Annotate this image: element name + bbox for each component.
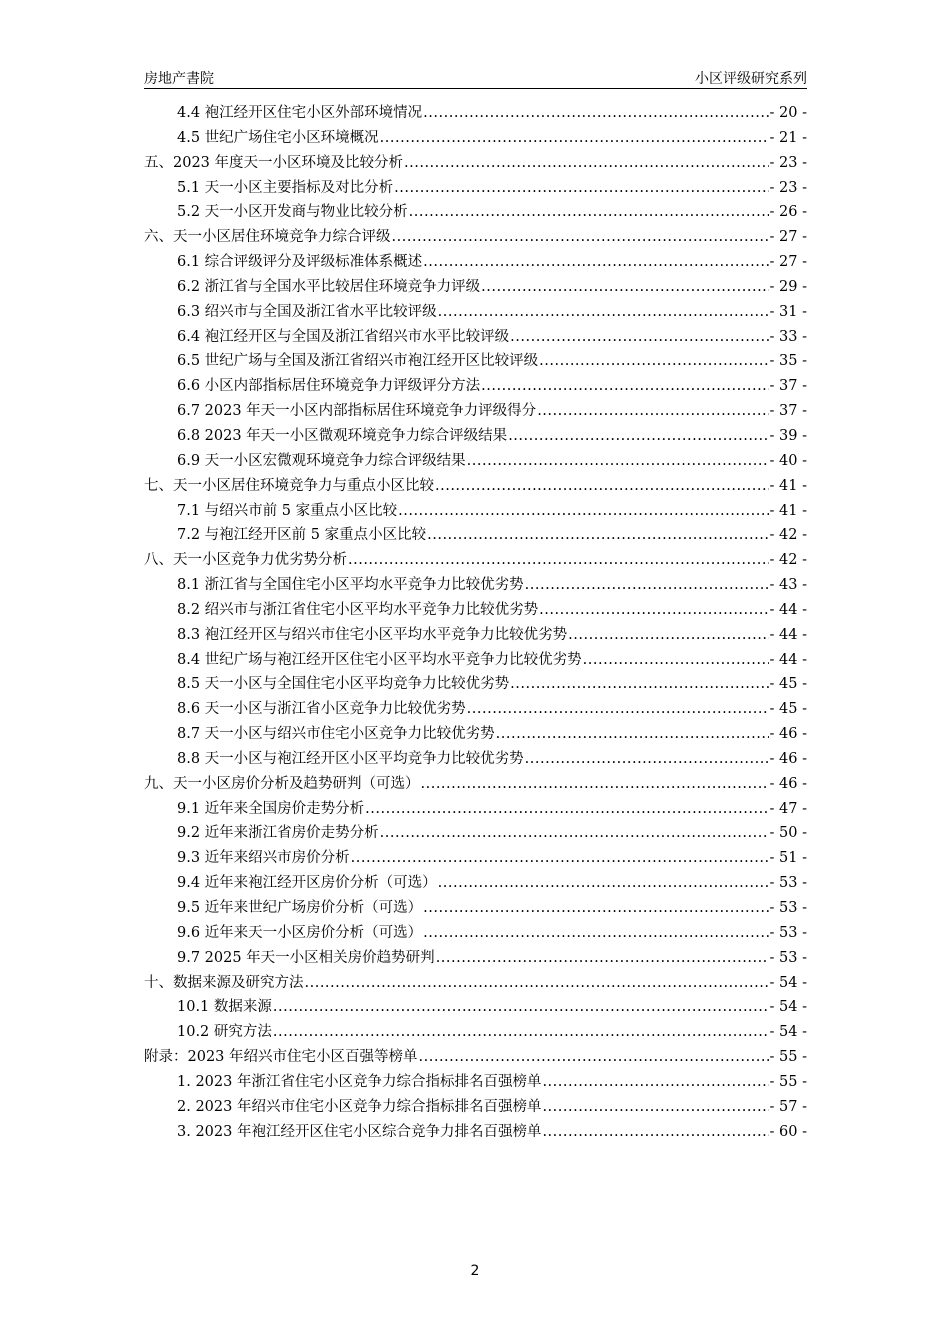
toc-entry-title: 8.4 世纪广场与袍江经开区住宅小区平均水平竞争力比较优劣势 — [177, 651, 582, 668]
toc-section-entry[interactable] — [144, 672, 807, 697]
toc-entry-page: - 53 - — [769, 924, 807, 941]
toc-section-entry[interactable] — [144, 1120, 807, 1145]
toc-entry-title: 9.4 近年来袍江经开区房价分析（可选） — [177, 875, 437, 892]
toc-entry-title: 9.6 近年来天一小区房价分析（可选） — [177, 924, 423, 941]
toc-section-entry[interactable] — [144, 846, 807, 871]
toc-entry-title: 6.6 小区内部指标居住环境竞争力评级评分方法 — [177, 378, 481, 395]
toc-section-entry[interactable] — [144, 200, 807, 225]
toc-dot-leader — [398, 499, 768, 524]
toc-section-entry[interactable] — [144, 722, 807, 747]
toc-section-entry[interactable] — [144, 523, 807, 548]
toc-entry-title: 8.8 天一小区与袍江经开区小区平均竞争力比较优劣势 — [177, 750, 524, 767]
toc-section-entry[interactable] — [144, 648, 807, 673]
toc-section-entry[interactable] — [144, 325, 807, 350]
toc-dot-leader — [423, 896, 768, 921]
toc-dot-leader — [525, 747, 769, 772]
toc-dot-leader — [380, 126, 769, 151]
toc-entry-page: - 45 - — [769, 676, 807, 693]
toc-section-entry[interactable] — [144, 946, 807, 971]
toc-entry-page: - 39 - — [769, 427, 807, 444]
toc-entry-page: - 41 - — [769, 502, 807, 519]
page-number: 2 — [470, 1263, 480, 1279]
toc-entry-title: 8.7 天一小区与绍兴市住宅小区竞争力比较优劣势 — [177, 726, 495, 743]
toc-dot-leader — [525, 573, 769, 598]
toc-entry-page: - 55 - — [769, 1073, 807, 1090]
toc-section-entry[interactable] — [144, 275, 807, 300]
header-series-title: 小区评级研究系列 — [695, 71, 807, 87]
toc-entry-page: - 41 - — [769, 477, 807, 494]
toc-section-entry[interactable] — [144, 573, 807, 598]
toc-dot-leader — [380, 821, 769, 846]
toc-entry-page: - 54 - — [769, 999, 807, 1016]
toc-dot-leader — [539, 598, 768, 623]
toc-dot-leader — [542, 1095, 768, 1120]
table-of-contents — [144, 101, 807, 1144]
toc-entry-title: 4.4 袍江经开区住宅小区外部环境情况 — [177, 105, 423, 121]
toc-entry-page: - 50 - — [769, 825, 807, 842]
toc-dot-leader — [467, 697, 769, 722]
toc-entry-title: 9.2 近年来浙江省房价走势分析 — [177, 825, 379, 842]
toc-chapter-entry[interactable] — [144, 1045, 807, 1070]
toc-entry-page: - 53 - — [769, 900, 807, 916]
toc-dot-leader — [273, 995, 769, 1020]
toc-section-entry[interactable] — [144, 871, 807, 896]
toc-dot-leader — [419, 1045, 769, 1070]
toc-entry-title: 九、天一小区房价分析及趋势研判（可选） — [144, 775, 420, 792]
toc-section-entry[interactable] — [144, 424, 807, 449]
toc-entry-title: 9.5 近年来世纪广场房价分析（可选） — [177, 900, 423, 916]
toc-dot-leader — [273, 1020, 769, 1045]
toc-section-entry[interactable] — [144, 747, 807, 772]
toc-entry-page: - 46 - — [769, 775, 807, 792]
toc-dot-leader — [365, 797, 768, 822]
toc-entry-page: - 26 - — [769, 204, 807, 221]
toc-entry-page: - 42 - — [769, 552, 807, 569]
toc-section-entry[interactable] — [144, 797, 807, 822]
toc-entry-page: - 43 - — [769, 577, 807, 594]
toc-entry-page: - 35 - — [769, 353, 807, 370]
toc-section-entry[interactable] — [144, 623, 807, 648]
toc-dot-leader — [481, 275, 768, 300]
toc-dot-leader — [423, 250, 768, 275]
toc-section-entry[interactable] — [144, 499, 807, 524]
toc-entry-page: - 33 - — [769, 328, 807, 345]
toc-dot-leader — [508, 424, 768, 449]
header-publisher: 房地产書院 — [144, 71, 214, 87]
toc-entry-title: 10.1 数据来源 — [177, 999, 272, 1016]
toc-section-entry[interactable] — [144, 176, 807, 201]
toc-entry-title: 4.5 世纪广场住宅小区环境概况 — [177, 129, 379, 146]
toc-dot-leader — [348, 548, 769, 573]
toc-dot-leader — [496, 722, 769, 747]
toc-entry-page: - 54 - — [769, 974, 807, 991]
toc-entry-page: - 23 - — [769, 179, 807, 196]
toc-entry-title: 7.1 与绍兴市前 5 家重点小区比较 — [177, 502, 398, 519]
toc-section-entry[interactable] — [144, 300, 807, 325]
toc-dot-leader — [423, 101, 768, 126]
toc-entry-title: 6.1 综合评级评分及评级标准体系概述 — [177, 254, 423, 271]
toc-entry-page: - 37 - — [769, 403, 807, 420]
toc-section-entry[interactable] — [144, 349, 807, 374]
toc-entry-page: - 47 - — [769, 800, 807, 817]
toc-entry-title: 八、天一小区竞争力优劣势分析 — [144, 552, 347, 569]
toc-entry-title: 六、天一小区居住环境竞争力综合评级 — [144, 229, 391, 246]
toc-chapter-entry[interactable] — [144, 225, 807, 250]
toc-dot-leader — [542, 1120, 768, 1145]
page-header — [144, 66, 807, 89]
toc-dot-leader — [351, 846, 769, 871]
toc-entry-title: 9.7 2025 年天一小区相关房价趋势研判 — [177, 949, 435, 966]
toc-entry-page: - 54 - — [769, 1024, 807, 1041]
toc-dot-leader — [409, 200, 769, 225]
toc-dot-leader — [510, 325, 768, 350]
toc-section-entry[interactable] — [144, 1070, 807, 1095]
toc-entry-page: - 40 - — [769, 452, 807, 469]
toc-entry-title: 3. 2023 年袍江经开区住宅小区综合竞争力排名百强榜单 — [177, 1123, 542, 1140]
toc-entry-title: 6.2 浙江省与全国水平比较居住环境竞争力评级 — [177, 278, 481, 295]
toc-entry-page: - 29 - — [769, 278, 807, 295]
toc-dot-leader — [438, 871, 769, 896]
toc-entry-title: 8.2 绍兴市与浙江省住宅小区平均水平竞争力比较优劣势 — [177, 601, 539, 618]
toc-chapter-entry[interactable] — [144, 151, 807, 176]
toc-entry-title: 10.2 研究方法 — [177, 1024, 272, 1041]
toc-dot-leader — [467, 449, 769, 474]
toc-section-entry[interactable] — [144, 896, 807, 921]
toc-entry-title: 七、天一小区居住环境竞争力与重点小区比较 — [144, 477, 434, 494]
toc-entry-title: 附录：2023 年绍兴市住宅小区百强等榜单 — [144, 1049, 418, 1066]
toc-section-entry[interactable] — [144, 821, 807, 846]
toc-section-entry[interactable] — [144, 374, 807, 399]
toc-chapter-entry[interactable] — [144, 548, 807, 573]
toc-entry-title: 6.5 世纪广场与全国及浙江省绍兴市袍江经开区比较评级 — [177, 353, 539, 370]
toc-dot-leader — [583, 648, 769, 673]
toc-entry-title: 5.1 天一小区主要指标及对比分析 — [177, 179, 394, 196]
toc-chapter-entry[interactable] — [144, 971, 807, 996]
toc-dot-leader — [435, 474, 769, 499]
toc-chapter-entry[interactable] — [144, 474, 807, 499]
toc-section-entry[interactable] — [144, 101, 807, 126]
toc-entry-page: - 42 - — [769, 527, 807, 544]
toc-entry-page: - 21 - — [769, 129, 807, 146]
toc-entry-page: - 44 - — [769, 626, 807, 643]
toc-chapter-entry[interactable] — [144, 772, 807, 797]
toc-dot-leader — [438, 300, 769, 325]
toc-entry-title: 8.5 天一小区与全国住宅小区平均竞争力比较优劣势 — [177, 676, 510, 693]
toc-entry-page: - 20 - — [769, 105, 807, 121]
toc-entry-title: 5.2 天一小区开发商与物业比较分析 — [177, 204, 408, 221]
toc-entry-page: - 51 - — [769, 850, 807, 867]
toc-entry-title: 6.9 天一小区宏微观环境竞争力综合评级结果 — [177, 452, 466, 469]
toc-dot-leader — [427, 523, 768, 548]
toc-section-entry[interactable] — [144, 921, 807, 946]
toc-dot-leader — [423, 921, 768, 946]
toc-section-entry[interactable] — [144, 697, 807, 722]
toc-entry-page: - 46 - — [769, 750, 807, 767]
toc-entry-page: - 27 - — [769, 254, 807, 271]
toc-entry-title: 1. 2023 年浙江省住宅小区竞争力综合指标排名百强榜单 — [177, 1073, 542, 1090]
toc-dot-leader — [394, 176, 768, 201]
toc-entry-title: 6.8 2023 年天一小区微观环境竞争力综合评级结果 — [177, 427, 508, 444]
toc-entry-title: 9.3 近年来绍兴市房价分析 — [177, 850, 350, 867]
toc-entry-page: - 44 - — [769, 651, 807, 668]
toc-entry-title: 6.3 绍兴市与全国及浙江省水平比较评级 — [177, 303, 437, 320]
toc-section-entry[interactable] — [144, 449, 807, 474]
toc-section-entry[interactable] — [144, 1095, 807, 1120]
toc-entry-title: 6.4 袍江经开区与全国及浙江省绍兴市水平比较评级 — [177, 328, 510, 345]
toc-entry-page: - 44 - — [769, 601, 807, 618]
toc-section-entry[interactable] — [144, 995, 807, 1020]
toc-dot-leader — [392, 225, 769, 250]
toc-entry-title: 9.1 近年来全国房价走势分析 — [177, 800, 365, 817]
toc-entry-page: - 27 - — [769, 229, 807, 246]
toc-dot-leader — [510, 672, 768, 697]
toc-entry-title: 十、数据来源及研究方法 — [144, 974, 304, 991]
toc-dot-leader — [436, 946, 769, 971]
toc-entry-page: - 55 - — [769, 1049, 807, 1066]
toc-section-entry[interactable] — [144, 126, 807, 151]
toc-entry-page: - 31 - — [769, 303, 807, 320]
toc-entry-page: - 57 - — [769, 1098, 807, 1115]
toc-dot-leader — [481, 374, 768, 399]
toc-section-entry[interactable] — [144, 250, 807, 275]
toc-entry-page: - 53 - — [769, 875, 807, 892]
toc-entry-page: - 23 - — [769, 154, 807, 171]
toc-section-entry[interactable] — [144, 399, 807, 424]
toc-entry-title: 2. 2023 年绍兴市住宅小区竞争力综合指标排名百强榜单 — [177, 1098, 542, 1115]
toc-entry-page: - 45 - — [769, 701, 807, 718]
toc-entry-title: 五、2023 年度天一小区环境及比较分析 — [144, 154, 404, 171]
toc-section-entry[interactable] — [144, 598, 807, 623]
toc-dot-leader — [568, 623, 768, 648]
toc-section-entry[interactable] — [144, 1020, 807, 1045]
toc-dot-leader — [539, 349, 768, 374]
toc-entry-page: - 46 - — [769, 726, 807, 743]
toc-entry-page: - 53 - — [769, 949, 807, 966]
toc-dot-leader — [537, 399, 768, 424]
toc-entry-page: - 37 - — [769, 378, 807, 395]
toc-dot-leader — [305, 971, 769, 996]
toc-entry-title: 7.2 与袍江经开区前 5 家重点小区比较 — [177, 527, 427, 544]
toc-entry-title: 8.1 浙江省与全国住宅小区平均水平竞争力比较优劣势 — [177, 577, 524, 594]
toc-entry-page: - 60 - — [769, 1123, 807, 1140]
toc-entry-title: 6.7 2023 年天一小区内部指标居住环境竞争力评级得分 — [177, 403, 537, 420]
toc-entry-title: 8.3 袍江经开区与绍兴市住宅小区平均水平竞争力比较优劣势 — [177, 626, 568, 643]
toc-dot-leader — [542, 1070, 768, 1095]
toc-entry-title: 8.6 天一小区与浙江省小区竞争力比较优劣势 — [177, 701, 466, 718]
toc-dot-leader — [421, 772, 769, 797]
toc-dot-leader — [404, 151, 769, 176]
